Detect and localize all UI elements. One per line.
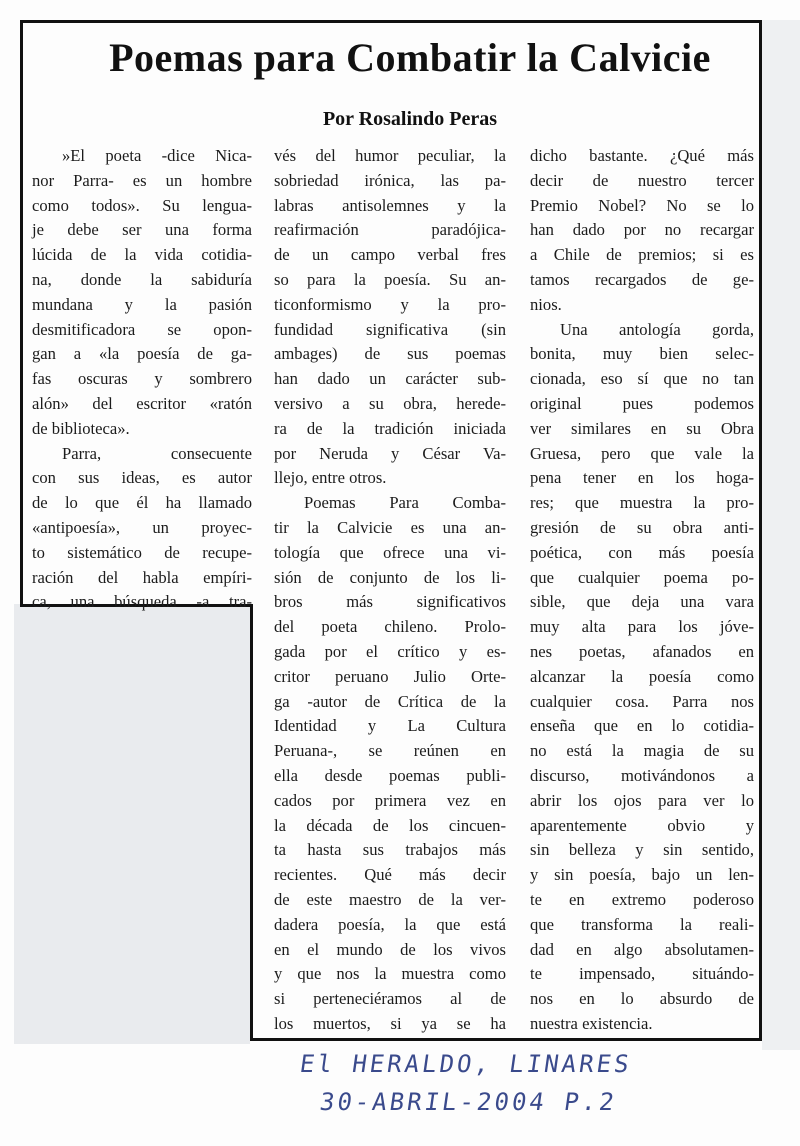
text-line: alón» del escritor «ratón bbox=[32, 393, 252, 413]
text-line: aparentemente obvio y bbox=[530, 815, 754, 835]
text-line: Una antología gorda, bbox=[560, 319, 754, 339]
text-line: mundana y la pasión bbox=[32, 294, 252, 314]
text-line: abrir los ojos para ver lo bbox=[530, 790, 754, 810]
text-line: versivo a su obra, herede- bbox=[274, 393, 506, 413]
text-line: bonita, muy bien selec- bbox=[530, 344, 754, 364]
text-line: Poemas Para Comba- bbox=[304, 493, 506, 513]
text-line: cados por primera vez en bbox=[274, 790, 506, 810]
text-line: nes poetas, afanados en bbox=[530, 641, 754, 661]
text-line: si perteneciéramos al de bbox=[274, 989, 506, 1009]
handwritten-source-note: El HERALDO, LINARES bbox=[298, 1050, 634, 1078]
text-line: los muertos, si ya se ha bbox=[274, 1013, 506, 1033]
text-line: enseña que en lo cotidia- bbox=[530, 716, 754, 736]
text-line: vés del humor peculiar, la bbox=[274, 146, 506, 165]
clipping-border-right bbox=[759, 20, 762, 1041]
text-line: gada por el crítico y es- bbox=[274, 641, 506, 661]
article-title: Poemas para Combatir la Calvicie bbox=[109, 35, 711, 80]
text-line: original pues podemos bbox=[530, 393, 754, 413]
article-column-2 bbox=[274, 144, 506, 1037]
text-line: ración del habla empíri- bbox=[32, 567, 252, 587]
text-line: dad en algo absolutamen- bbox=[530, 939, 754, 959]
text-line: bros más significativos bbox=[274, 592, 506, 612]
text-line: sin belleza y sin sentido, bbox=[530, 840, 754, 860]
clipping-border-left bbox=[20, 20, 23, 606]
text-line: res; que muestra la pro- bbox=[530, 493, 754, 513]
text-line: Premio Nobel? No se lo bbox=[530, 195, 754, 215]
text-line: no está la magia de su bbox=[530, 741, 754, 761]
text-line: desmitificadora se opon- bbox=[32, 319, 252, 339]
text-line: nor Parra- es un hombre bbox=[32, 170, 252, 190]
text-line: fas oscuras y sombrero bbox=[32, 369, 252, 389]
text-line: de lo que él ha llamado bbox=[32, 493, 252, 513]
text-line: te impensado, situándo- bbox=[530, 964, 754, 984]
text-line: han dado por no recargar bbox=[530, 220, 754, 240]
text-line: muy alta para los jóve- bbox=[530, 617, 754, 637]
text-line: lúcida de la vida cotidia- bbox=[32, 245, 252, 265]
text-line: sobriedad irónica, las pa- bbox=[274, 170, 506, 190]
text-line: te en extremo poderoso bbox=[530, 889, 754, 909]
text-line: na, donde la sabiduría bbox=[32, 269, 252, 289]
article-byline: Por Rosalindo Peras bbox=[322, 108, 498, 130]
text-line: han dado un carácter sub- bbox=[274, 369, 506, 389]
text-line: cionada, eso sí que no tan bbox=[530, 369, 754, 389]
clipping-border-top bbox=[22, 20, 762, 23]
text-line: nios. bbox=[530, 294, 562, 314]
text-line: gresión de su obra anti- bbox=[530, 517, 754, 537]
text-line: de biblioteca». bbox=[32, 418, 130, 438]
text-line: alcanzar la poesía como bbox=[530, 666, 754, 686]
text-line: ga -autor de Crítica de la bbox=[274, 691, 506, 711]
text-line: y sin poesía, bajo un len- bbox=[530, 865, 754, 885]
text-line: »El poeta -dice Nica- bbox=[62, 146, 252, 165]
text-line: sión de conjunto de los li- bbox=[274, 567, 506, 587]
text-line: tir la Calvicie es una an- bbox=[274, 517, 506, 537]
text-line: tología que ofrece una vi- bbox=[274, 542, 506, 562]
text-line: que transforma la reali- bbox=[530, 914, 754, 934]
scan-margin-area bbox=[14, 604, 250, 1044]
text-line: ta hasta sus trabajos más bbox=[274, 840, 506, 860]
text-line: pena tener en los hoga- bbox=[530, 468, 754, 488]
text-line: labras antisolemnes y la bbox=[274, 195, 506, 215]
text-line: como todos». Su lengua- bbox=[32, 195, 252, 215]
text-line: dicho bastante. ¿Qué más bbox=[530, 146, 754, 165]
text-line: Parra, consecuente bbox=[62, 443, 252, 463]
text-line: de este maestro de la ver- bbox=[274, 889, 506, 909]
text-line: en el mundo de los vivos bbox=[274, 939, 506, 959]
text-line: y que nos la muestra como bbox=[274, 964, 506, 984]
text-line: recientes. Qué más decir bbox=[274, 865, 506, 885]
text-line: decir de nuestro tercer bbox=[530, 170, 754, 190]
text-line: a Chile de premios; si es bbox=[530, 245, 754, 265]
text-line: llejo, entre otros. bbox=[274, 468, 387, 488]
article-column-3 bbox=[530, 144, 754, 1037]
text-line: Gruesa, pero que vale la bbox=[530, 443, 754, 463]
text-line: nuestra existencia. bbox=[530, 1013, 653, 1033]
text-line: tamos recargados de ge- bbox=[530, 269, 754, 289]
text-line: reafirmación paradójica- bbox=[274, 220, 506, 240]
text-line: ticonformismo y la pro- bbox=[274, 294, 506, 314]
scan-margin-right bbox=[762, 20, 800, 1050]
text-line: ambages) de sus poemas bbox=[274, 344, 506, 364]
clipping-border-left-lower bbox=[250, 604, 253, 1041]
text-line: so para la poesía. Su an- bbox=[274, 269, 506, 289]
handwritten-date-note: 30-ABRIL-2004 P.2 bbox=[318, 1088, 619, 1116]
text-line: Peruana-, se reúnen en bbox=[274, 741, 506, 761]
text-line: la década de los cincuen- bbox=[274, 815, 506, 835]
text-line: nos en lo absurdo de bbox=[530, 989, 754, 1009]
text-line: que cualquier poema po- bbox=[530, 567, 754, 587]
article-column-1 bbox=[32, 144, 252, 615]
text-line: con sus ideas, es autor bbox=[32, 468, 252, 488]
text-line: gan a «la poesía de ga- bbox=[32, 344, 252, 364]
text-line: de un campo verbal fres bbox=[274, 245, 506, 265]
text-line: por Neruda y César Va- bbox=[274, 443, 506, 463]
text-line: je debe ser una forma bbox=[32, 220, 252, 240]
text-line: critor peruano Julio Orte- bbox=[274, 666, 506, 686]
text-line: ra de la tradición iniciada bbox=[274, 418, 506, 438]
text-line: «antipoesía», un proyec- bbox=[32, 517, 252, 537]
text-line: sible, que deja una vara bbox=[530, 592, 754, 612]
clipping-border-bottom bbox=[250, 1038, 762, 1041]
text-line: dadera poesía, la que está bbox=[274, 914, 506, 934]
text-line: ver similares en su Obra bbox=[530, 418, 754, 438]
text-line: del poeta chileno. Prolo- bbox=[274, 617, 506, 637]
text-line: fundidad significativa (sin bbox=[274, 319, 506, 339]
text-line: ella desde poemas publi- bbox=[274, 765, 506, 785]
text-line: cualquier cosa. Parra nos bbox=[530, 691, 754, 711]
text-line: to sistemático de recupe- bbox=[32, 542, 252, 562]
text-line: poética, con más poesía bbox=[530, 542, 754, 562]
text-line: Identidad y La Cultura bbox=[274, 716, 506, 736]
text-line: ca, una búsqueda -a tra- bbox=[32, 592, 252, 612]
text-line: discurso, motivándonos a bbox=[530, 765, 754, 785]
